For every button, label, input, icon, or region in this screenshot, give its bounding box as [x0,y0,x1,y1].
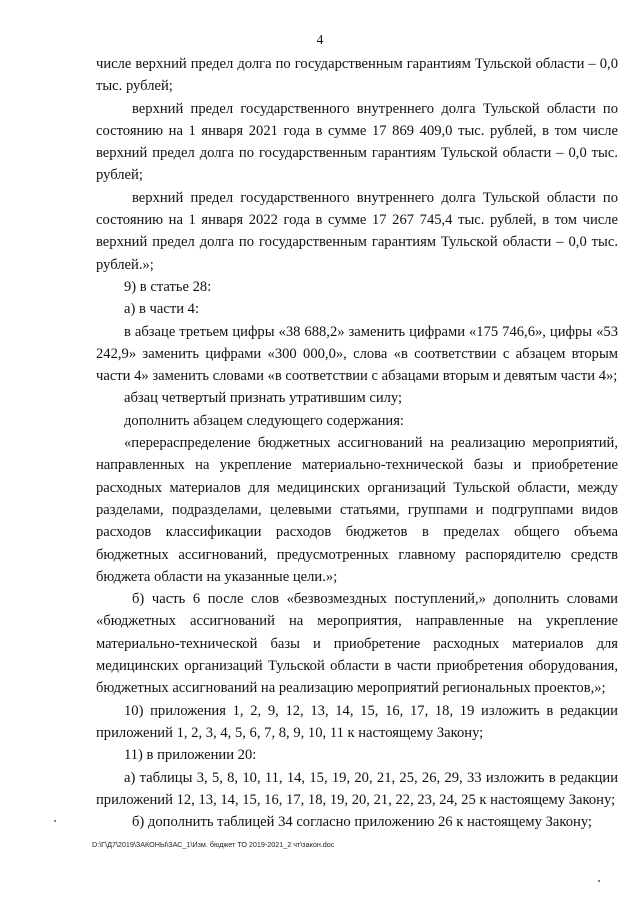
paragraph-14: б) дополнить таблицей 34 согласно приложению 26 к настоящему Закону; [132,814,592,831]
scan-speck [598,880,600,882]
paragraph-9: «перераспределение бюджетных ассигнований на реализацию мероприятий, направленных на укрепление материально-технической базы и приобретение расходных материалов для медицинских организаций Тульской области, между разделами, подразделами, целевыми статьями, группами и подгруппами видов расходов классификации расходов бюджетов в пределах общего объема бюджетных ассигнований, предусмотренных главному распорядителю средств бюджета области на указанные цели.»; [96,435,618,585]
scan-speck [54,820,56,822]
paragraph-8: дополнить абзацем следующего содержания: [124,412,404,429]
paragraph-13: а) таблицы 3, 5, 8, 10, 11, 14, 15, 19, 20, 21, 25, 26, 29, 33 изложить в редакции приложений 12, 13, 14, 15, 16, 17, 18, 19, 20, 21, 22, 23, 24, 25 к настоящему Закону; [96,769,618,808]
footer-file-path: D:\Г\Д7\2019\ЗАКОНЫ\ЗАС_1\Изм. бюджет ТО 2019-2021_2 чт\закон.doc [92,840,335,849]
paragraph-12: 11) в приложении 20: [124,747,257,764]
body-text [96,53,618,833]
paragraph-6: в абзаце третьем цифры «38 688,2» заменить цифрами «175 746,6», цифры «53 242,9» заменить цифрами «300 000,0», слова «в соответствии с абзацем вторым части 4» заменить словами «в соответствии с абзацами вторым и девятым части 4»; [96,323,618,385]
page-number: 4 [316,32,324,47]
paragraph-2: верхний предел государственного внутреннего долга Тульской области по состоянию на 1 января 2021 года в сумме 17 869 409,0 тыс. рублей, в том числе верхний предел долга по государственным гарантиям Тульской области – 0,0 тыс. рублей; [96,100,618,184]
paragraph-10: б) часть 6 после слов «безвозмездных поступлений,» дополнить словами «бюджетных ассигнований на мероприятия, направленные на укрепление материально-технической базы и приобретение расходных материалов для медицинских организаций Тульской области в части приобретения оборудования, бюджетных ассигнований на реализацию мероприятий региональных проектов,»; [96,591,618,697]
paragraph-11: 10) приложения 1, 2, 9, 12, 13, 14, 15, 16, 17, 18, 19 изложить в редакции приложений 1, 2, 3, 4, 5, 6, 7, 8, 9, 10, 11 к настоящему Закону; [96,702,618,741]
paragraph-3: верхний предел государственного внутреннего долга Тульской области по состоянию на 1 января 2022 года в сумме 17 267 745,4 тыс. рублей, в том числе верхний предел долга по государственным гарантиям Тульской области – 0,0 тыс. рублей.»; [96,189,618,273]
paragraph-4: 9) в статье 28: [124,278,212,295]
paragraph-5: а) в части 4: [124,301,200,318]
paragraph-7: абзац четвертый признать утратившим силу; [124,390,403,407]
paragraph-1: числе верхний предел долга по государственным гарантиям Тульской области – 0,0 тыс. рублей; [96,56,618,95]
